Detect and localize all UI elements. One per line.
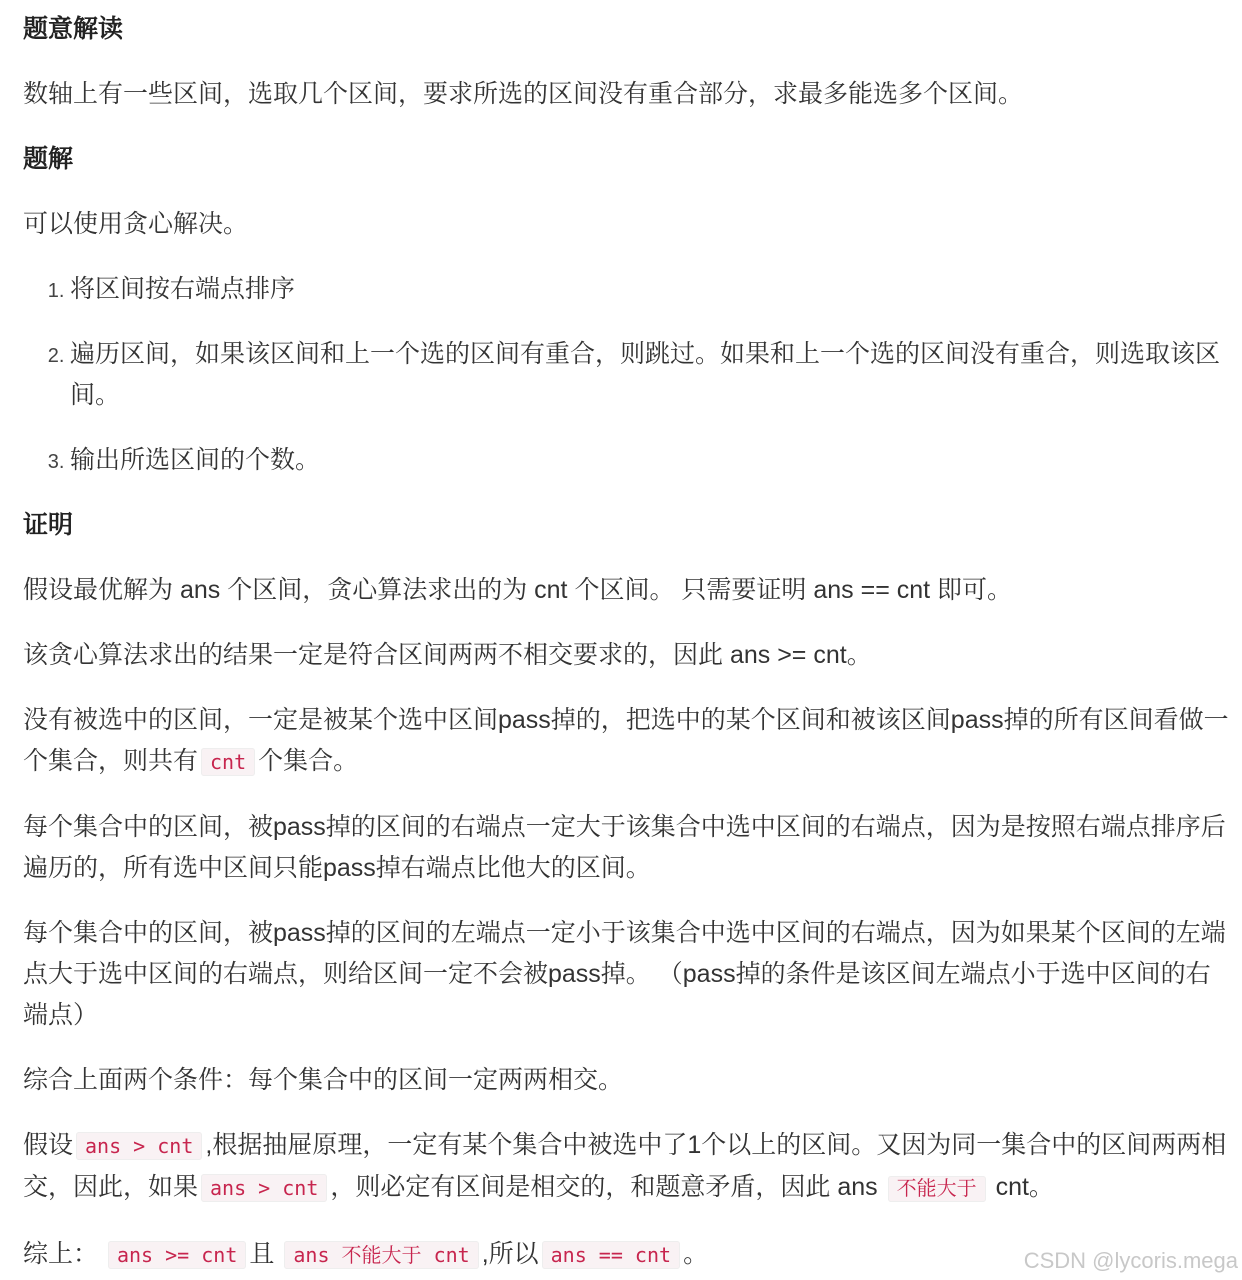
solution-steps-list	[23, 269, 1235, 481]
solution-intro: 可以使用贪心解决。	[23, 210, 249, 238]
text-segment: 。	[683, 1240, 709, 1268]
proof-paragraph: 每个集合中的区间，被pass掉的区间的左端点一定小于该集合中选中区间的右端点，因为如果某个区间的左端点大于选中区间的右端点，则给区间一定不会被pass掉。 （pass掉的条件是该区间左端点小于选中区间的右端点）	[23, 919, 1226, 1029]
inline-code: ans > cnt	[76, 1132, 202, 1160]
inline-code: ans 不能大于 cnt	[284, 1241, 478, 1269]
article-body	[23, 0, 1235, 1276]
heading-problem-reading: 题意解读	[23, 15, 124, 43]
heading-solution: 题解	[23, 145, 74, 173]
proof-paragraph	[23, 700, 1235, 783]
proof-paragraph: 每个集合中的区间，被pass掉的区间的右端点一定大于该集合中选中区间的右端点，因为是按照右端点排序后遍历的，所有选中区间只能pass掉右端点比他大的区间。	[23, 813, 1226, 882]
proof-paragraph: 该贪心算法求出的结果一定是符合区间两两不相交要求的，因此 ans >= cnt。	[23, 641, 872, 669]
inline-code: 不能大于	[888, 1176, 986, 1202]
inline-code: cnt	[201, 748, 255, 776]
step-item: 3. 输出所选区间的个数。	[70, 440, 1235, 481]
csdn-watermark: CSDN @lycoris.mega	[1023, 1248, 1238, 1273]
text-segment: 假设	[23, 1131, 74, 1159]
inline-code: ans == cnt	[542, 1241, 680, 1269]
reading-paragraph: 数轴上有一些区间，选取几个区间，要求所选的区间没有重合部分，求最多能选多个区间。	[23, 80, 1024, 108]
text-segment: 且	[249, 1240, 275, 1268]
proof-paragraph	[23, 1125, 1235, 1210]
text-segment: ，则必定有区间是相交的，和题意矛盾，因此 ans	[330, 1173, 878, 1201]
proof-paragraph: 假设最优解为 ans 个区间，贪心算法求出的为 cnt 个区间。 只需要证明 ans == cnt 即可。	[23, 576, 1013, 604]
inline-code: ans > cnt	[201, 1174, 327, 1202]
step-item: 2. 遍历区间，如果该区间和上一个选的区间有重合，则跳过。如果和上一个选的区间没有重合，则选取该区间。	[70, 334, 1235, 416]
proof-paragraph: 综合上面两个条件：每个集合中的区间一定两两相交。	[23, 1066, 624, 1094]
text-segment: 综上：	[23, 1240, 99, 1268]
text-segment: 个集合。	[258, 747, 359, 775]
text-segment: ,所以	[481, 1240, 539, 1268]
text-segment: cnt。	[995, 1173, 1054, 1201]
heading-proof: 证明	[23, 511, 74, 539]
text-segment: ,根据抽屉原理，一定有某个集合中被选中了1个以上的区间。又因为同一集合中的区间两两相交，因此，如果	[23, 1131, 1227, 1201]
step-item: 1. 将区间按右端点排序	[70, 269, 1235, 310]
text-segment: 没有被选中的区间，一定是被某个选中区间pass掉的，把选中的某个区间和被该区间pass掉的所有区间看做一个集合，则共有	[23, 706, 1229, 775]
inline-code: ans >= cnt	[108, 1241, 246, 1269]
